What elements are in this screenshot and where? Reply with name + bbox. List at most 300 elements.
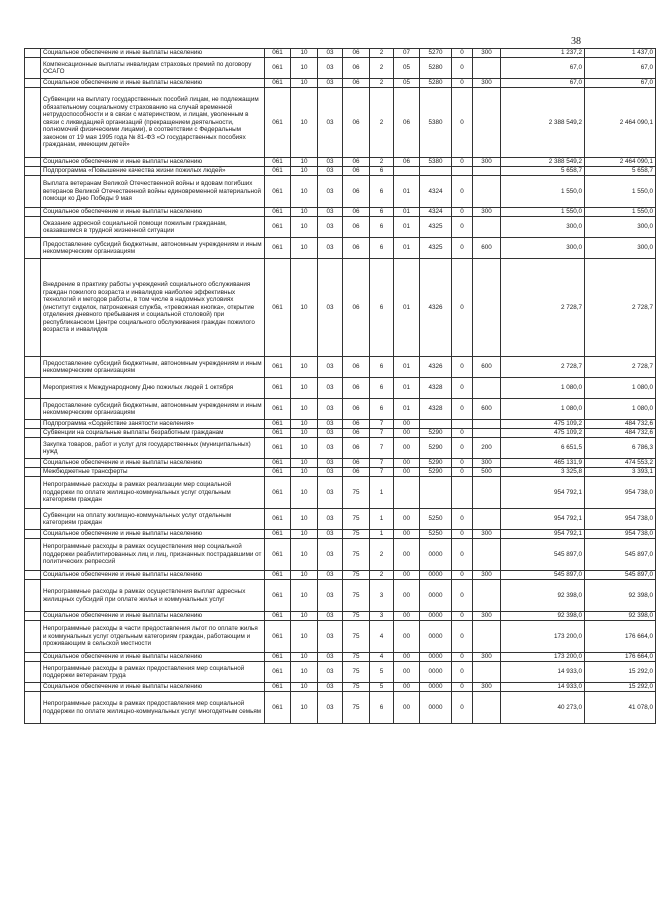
amount-year-1: 954 792,1 — [501, 477, 585, 509]
row-marker-cell — [25, 580, 41, 612]
code-cell: 4326 — [420, 259, 452, 357]
table-row — [25, 653, 656, 662]
row-name: Оказание адресной социальной помощи пожилым гражданам, оказавшимся в трудной жизненной ситуации — [41, 217, 265, 238]
table-row — [25, 58, 656, 79]
amount-year-1: 40 273,0 — [501, 692, 585, 724]
code-cell: 4325 — [420, 238, 452, 259]
code-cell: 03 — [318, 58, 343, 79]
code-cell — [473, 58, 501, 79]
amount-year-2: 484 732,6 — [585, 429, 656, 438]
code-cell — [473, 420, 501, 429]
code-cell: 00 — [394, 438, 420, 459]
code-cell: 01 — [394, 217, 420, 238]
code-cell: 00 — [394, 571, 420, 580]
amount-year-2: 6 786,3 — [585, 438, 656, 459]
code-cell: 7 — [370, 438, 394, 459]
row-marker-cell — [25, 692, 41, 724]
code-cell: 03 — [318, 580, 343, 612]
code-cell: 03 — [318, 612, 343, 621]
code-cell: 0 — [452, 176, 473, 208]
code-cell: 2 — [370, 539, 394, 571]
table-row — [25, 509, 656, 530]
amount-year-2: 67,0 — [585, 79, 656, 88]
code-cell: 600 — [473, 238, 501, 259]
code-cell: 01 — [394, 208, 420, 217]
row-name: Непрограммные расходы в рамках реализации мер социальной поддержки по оплате жилищно-коммунальных услуг отдельным категориям граждан — [41, 477, 265, 509]
amount-year-1: 475 109,2 — [501, 420, 585, 429]
table-row — [25, 238, 656, 259]
code-cell: 10 — [291, 176, 318, 208]
code-cell: 6 — [370, 357, 394, 378]
code-cell: 061 — [265, 621, 291, 653]
row-marker-cell — [25, 571, 41, 580]
table-row — [25, 259, 656, 357]
code-cell: 200 — [473, 438, 501, 459]
table-row — [25, 612, 656, 621]
row-name: Социальное обеспечение и иные выплаты населению — [41, 530, 265, 539]
code-cell: 10 — [291, 621, 318, 653]
code-cell: 061 — [265, 238, 291, 259]
amount-year-1: 1 550,0 — [501, 176, 585, 208]
code-cell: 01 — [394, 259, 420, 357]
code-cell: 75 — [343, 530, 370, 539]
table-row — [25, 88, 656, 158]
code-cell: 6 — [370, 399, 394, 420]
row-marker-cell — [25, 176, 41, 208]
code-cell: 300 — [473, 571, 501, 580]
code-cell: 00 — [394, 653, 420, 662]
table-row — [25, 459, 656, 468]
code-cell: 6 — [370, 238, 394, 259]
amount-year-1: 300,0 — [501, 238, 585, 259]
code-cell: 10 — [291, 571, 318, 580]
code-cell: 061 — [265, 530, 291, 539]
code-cell: 5380 — [420, 88, 452, 158]
code-cell: 06 — [343, 420, 370, 429]
code-cell: 00 — [394, 662, 420, 683]
code-cell: 0 — [452, 530, 473, 539]
table-row — [25, 530, 656, 539]
code-cell: 300 — [473, 49, 501, 58]
code-cell: 7 — [370, 468, 394, 477]
code-cell: 5 — [370, 683, 394, 692]
code-cell: 0 — [452, 88, 473, 158]
row-marker-cell — [25, 530, 41, 539]
code-cell: 06 — [343, 468, 370, 477]
code-cell — [473, 429, 501, 438]
code-cell: 061 — [265, 357, 291, 378]
amount-year-1: 67,0 — [501, 58, 585, 79]
row-name: Социальное обеспечение и иные выплаты населению — [41, 459, 265, 468]
code-cell: 0 — [452, 621, 473, 653]
code-cell: 03 — [318, 459, 343, 468]
code-cell: 06 — [343, 167, 370, 176]
amount-year-1: 5 658,7 — [501, 167, 585, 176]
code-cell: 1 — [370, 509, 394, 530]
amount-year-1: 3 325,8 — [501, 468, 585, 477]
code-cell: 600 — [473, 357, 501, 378]
code-cell: 061 — [265, 158, 291, 167]
row-marker-cell — [25, 468, 41, 477]
code-cell: 10 — [291, 158, 318, 167]
code-cell: 061 — [265, 509, 291, 530]
code-cell: 061 — [265, 612, 291, 621]
code-cell: 10 — [291, 217, 318, 238]
code-cell: 0 — [452, 612, 473, 621]
code-cell: 4324 — [420, 208, 452, 217]
amount-year-2: 954 738,0 — [585, 477, 656, 509]
code-cell: 05 — [394, 79, 420, 88]
row-name: Предоставление субсидий бюджетным, автономным учреждениям и иным некоммерческим организациям — [41, 238, 265, 259]
code-cell: 0 — [452, 49, 473, 58]
code-cell: 75 — [343, 683, 370, 692]
code-cell: 10 — [291, 459, 318, 468]
code-cell — [420, 420, 452, 429]
code-cell — [473, 176, 501, 208]
row-marker-cell — [25, 158, 41, 167]
code-cell: 75 — [343, 621, 370, 653]
amount-year-2: 41 078,0 — [585, 692, 656, 724]
row-marker-cell — [25, 259, 41, 357]
code-cell: 0000 — [420, 692, 452, 724]
row-name: Закупка товаров, работ и услуг для государственных (муниципальных) нужд — [41, 438, 265, 459]
code-cell: 10 — [291, 49, 318, 58]
row-name: Социальное обеспечение и иные выплаты населению — [41, 158, 265, 167]
row-marker-cell — [25, 539, 41, 571]
code-cell: 061 — [265, 88, 291, 158]
amount-year-1: 475 109,2 — [501, 429, 585, 438]
code-cell: 06 — [343, 459, 370, 468]
budget-table — [24, 48, 656, 724]
row-name: Внедрение в практику работы учреждений социального обслуживания граждан пожилого возраста и инвалидов наиболее эффективных технологий и методов работы, в том числе в надомных условиях (институт сиделок, патронажная служба, «тревожная кнопка», открытие отделения дневного пребывания и социальной столовой) при республиканском Центре социального обслуживания граждан пожилого возраста и инвалидов — [41, 259, 265, 357]
code-cell: 03 — [318, 539, 343, 571]
code-cell — [473, 88, 501, 158]
row-marker-cell — [25, 238, 41, 259]
amount-year-1: 6 651,5 — [501, 438, 585, 459]
code-cell: 0 — [452, 438, 473, 459]
code-cell: 06 — [343, 49, 370, 58]
code-cell: 75 — [343, 612, 370, 621]
code-cell: 4 — [370, 621, 394, 653]
code-cell — [394, 477, 420, 509]
code-cell: 10 — [291, 438, 318, 459]
code-cell: 10 — [291, 238, 318, 259]
code-cell — [473, 580, 501, 612]
row-name: Социальное обеспечение и иные выплаты населению — [41, 79, 265, 88]
code-cell: 0 — [452, 653, 473, 662]
amount-year-2: 67,0 — [585, 58, 656, 79]
amount-year-1: 2 728,7 — [501, 357, 585, 378]
code-cell: 0 — [452, 571, 473, 580]
code-cell: 0 — [452, 378, 473, 399]
code-cell: 03 — [318, 530, 343, 539]
amount-year-1: 67,0 — [501, 79, 585, 88]
code-cell: 10 — [291, 539, 318, 571]
code-cell: 10 — [291, 420, 318, 429]
amount-year-2: 176 664,0 — [585, 621, 656, 653]
code-cell: 061 — [265, 662, 291, 683]
amount-year-1: 545 897,0 — [501, 539, 585, 571]
row-marker-cell — [25, 438, 41, 459]
row-marker-cell — [25, 683, 41, 692]
code-cell: 0000 — [420, 612, 452, 621]
code-cell: 0 — [452, 692, 473, 724]
code-cell: 00 — [394, 612, 420, 621]
code-cell — [473, 662, 501, 683]
code-cell: 0000 — [420, 539, 452, 571]
code-cell: 03 — [318, 259, 343, 357]
code-cell — [473, 509, 501, 530]
row-name: Непрограммные расходы в рамках осуществления мер социальной поддержки реабилитированных лиц и лиц, признанных пострадавшими от политических репрессий — [41, 539, 265, 571]
code-cell: 061 — [265, 399, 291, 420]
code-cell: 0 — [452, 662, 473, 683]
code-cell: 0 — [452, 58, 473, 79]
row-marker-cell — [25, 88, 41, 158]
code-cell: 03 — [318, 662, 343, 683]
row-marker-cell — [25, 653, 41, 662]
code-cell: 0000 — [420, 621, 452, 653]
code-cell: 300 — [473, 158, 501, 167]
code-cell: 03 — [318, 399, 343, 420]
code-cell: 061 — [265, 217, 291, 238]
amount-year-1: 300,0 — [501, 217, 585, 238]
code-cell: 0 — [452, 238, 473, 259]
row-name: Непрограммные расходы в рамках предоставления мер социальной поддержки по оплате жилищно-коммунальных услуг многодетным семьям — [41, 692, 265, 724]
code-cell: 5290 — [420, 429, 452, 438]
code-cell: 10 — [291, 477, 318, 509]
code-cell: 06 — [343, 88, 370, 158]
code-cell: 7 — [370, 429, 394, 438]
code-cell: 03 — [318, 167, 343, 176]
row-name: Субвенции на выплату государственных пособий лицам, не подлежащим обязательному социальному страхованию на случай временной нетрудоспособности и в связи с материнством, и лицам, уволенным в связи с ликвидацией организаций (прекращением деятельности, полномочий физическими лицами), в соответствии с Федеральным законом от 19 мая 1995 года № 81-ФЗ «О государственных пособиях гражданам, имеющим детей» — [41, 88, 265, 158]
code-cell: 5250 — [420, 530, 452, 539]
amount-year-2: 954 738,0 — [585, 530, 656, 539]
amount-year-2: 2 464 090,1 — [585, 88, 656, 158]
amount-year-2: 2 728,7 — [585, 259, 656, 357]
table-row — [25, 357, 656, 378]
code-cell: 03 — [318, 571, 343, 580]
row-marker-cell — [25, 357, 41, 378]
code-cell: 061 — [265, 378, 291, 399]
code-cell: 00 — [394, 530, 420, 539]
amount-year-2: 954 738,0 — [585, 509, 656, 530]
table-row — [25, 217, 656, 238]
code-cell: 10 — [291, 357, 318, 378]
amount-year-2: 484 732,6 — [585, 420, 656, 429]
code-cell — [473, 539, 501, 571]
amount-year-2: 545 897,0 — [585, 539, 656, 571]
row-marker-cell — [25, 49, 41, 58]
code-cell: 03 — [318, 79, 343, 88]
code-cell: 03 — [318, 238, 343, 259]
amount-year-1: 1 237,2 — [501, 49, 585, 58]
code-cell: 03 — [318, 158, 343, 167]
code-cell: 6 — [370, 259, 394, 357]
table-row — [25, 176, 656, 208]
code-cell — [452, 477, 473, 509]
amount-year-2: 1 550,0 — [585, 176, 656, 208]
code-cell: 75 — [343, 662, 370, 683]
code-cell: 500 — [473, 468, 501, 477]
amount-year-2: 3 393,1 — [585, 468, 656, 477]
code-cell: 10 — [291, 79, 318, 88]
code-cell: 4325 — [420, 217, 452, 238]
code-cell — [473, 217, 501, 238]
row-name: Межбюджетные трансферты — [41, 468, 265, 477]
code-cell: 061 — [265, 259, 291, 357]
code-cell: 06 — [343, 158, 370, 167]
code-cell: 300 — [473, 208, 501, 217]
code-cell: 0 — [452, 509, 473, 530]
code-cell: 2 — [370, 79, 394, 88]
code-cell: 10 — [291, 509, 318, 530]
code-cell: 01 — [394, 238, 420, 259]
code-cell: 0000 — [420, 653, 452, 662]
code-cell: 300 — [473, 459, 501, 468]
code-cell: 0000 — [420, 571, 452, 580]
code-cell: 0 — [452, 79, 473, 88]
code-cell — [473, 692, 501, 724]
code-cell: 10 — [291, 468, 318, 477]
code-cell: 03 — [318, 420, 343, 429]
table-row — [25, 571, 656, 580]
code-cell: 300 — [473, 530, 501, 539]
code-cell: 5280 — [420, 79, 452, 88]
amount-year-2: 300,0 — [585, 217, 656, 238]
row-name: Непрограммные расходы в рамках предоставления мер социальной поддержки ветеранам труда — [41, 662, 265, 683]
amount-year-2: 1 080,0 — [585, 399, 656, 420]
code-cell — [452, 167, 473, 176]
code-cell: 75 — [343, 509, 370, 530]
amount-year-1: 1 080,0 — [501, 399, 585, 420]
code-cell — [473, 477, 501, 509]
code-cell: 300 — [473, 612, 501, 621]
code-cell: 1 — [370, 477, 394, 509]
row-name: Социальное обеспечение и иные выплаты населению — [41, 683, 265, 692]
code-cell: 01 — [394, 357, 420, 378]
code-cell: 5290 — [420, 438, 452, 459]
table-row — [25, 420, 656, 429]
amount-year-1: 1 080,0 — [501, 378, 585, 399]
table-row — [25, 429, 656, 438]
code-cell: 10 — [291, 530, 318, 539]
code-cell: 00 — [394, 420, 420, 429]
code-cell: 4328 — [420, 399, 452, 420]
row-marker-cell — [25, 420, 41, 429]
amount-year-1: 2 728,7 — [501, 259, 585, 357]
code-cell — [473, 378, 501, 399]
code-cell: 75 — [343, 477, 370, 509]
row-name: Предоставление субсидий бюджетным, автономным учреждениям и иным некоммерческим организациям — [41, 357, 265, 378]
code-cell: 03 — [318, 357, 343, 378]
code-cell: 2 — [370, 58, 394, 79]
code-cell: 75 — [343, 539, 370, 571]
code-cell: 061 — [265, 176, 291, 208]
code-cell: 6 — [370, 692, 394, 724]
row-marker-cell — [25, 621, 41, 653]
row-name: Социальное обеспечение и иные выплаты населению — [41, 653, 265, 662]
table-row — [25, 692, 656, 724]
row-marker-cell — [25, 509, 41, 530]
table-row — [25, 539, 656, 571]
code-cell: 0 — [452, 459, 473, 468]
table-row — [25, 477, 656, 509]
code-cell: 00 — [394, 539, 420, 571]
table-row — [25, 378, 656, 399]
code-cell: 03 — [318, 49, 343, 58]
code-cell: 03 — [318, 88, 343, 158]
row-name: Субвенции на оплату жилищно-коммунальных услуг отдельным категориям граждан — [41, 509, 265, 530]
table-row — [25, 438, 656, 459]
amount-year-2: 176 664,0 — [585, 653, 656, 662]
row-marker-cell — [25, 79, 41, 88]
code-cell: 300 — [473, 683, 501, 692]
code-cell: 061 — [265, 692, 291, 724]
row-marker-cell — [25, 58, 41, 79]
code-cell: 10 — [291, 58, 318, 79]
code-cell: 0 — [452, 683, 473, 692]
code-cell: 0 — [452, 208, 473, 217]
code-cell: 6 — [370, 176, 394, 208]
code-cell: 03 — [318, 692, 343, 724]
code-cell: 00 — [394, 509, 420, 530]
code-cell: 03 — [318, 477, 343, 509]
code-cell: 300 — [473, 653, 501, 662]
code-cell: 03 — [318, 468, 343, 477]
row-name: Социальное обеспечение и иные выплаты населению — [41, 612, 265, 621]
row-marker-cell — [25, 477, 41, 509]
code-cell: 0 — [452, 399, 473, 420]
code-cell: 0 — [452, 539, 473, 571]
code-cell: 00 — [394, 683, 420, 692]
code-cell: 7 — [370, 420, 394, 429]
code-cell: 06 — [343, 208, 370, 217]
row-marker-cell — [25, 429, 41, 438]
code-cell: 03 — [318, 683, 343, 692]
table-row — [25, 621, 656, 653]
code-cell: 01 — [394, 378, 420, 399]
code-cell: 10 — [291, 259, 318, 357]
code-cell: 75 — [343, 580, 370, 612]
code-cell: 0 — [452, 259, 473, 357]
code-cell: 2 — [370, 49, 394, 58]
code-cell: 10 — [291, 167, 318, 176]
code-cell: 4328 — [420, 378, 452, 399]
amount-year-1: 173 200,0 — [501, 653, 585, 662]
code-cell: 0 — [452, 217, 473, 238]
amount-year-2: 2 728,7 — [585, 357, 656, 378]
code-cell: 061 — [265, 420, 291, 429]
amount-year-1: 465 131,9 — [501, 459, 585, 468]
code-cell: 75 — [343, 653, 370, 662]
amount-year-1: 2 388 549,2 — [501, 88, 585, 158]
code-cell: 061 — [265, 683, 291, 692]
row-name: Субвенции на социальные выплаты безработным гражданам — [41, 429, 265, 438]
table-row — [25, 683, 656, 692]
table-row — [25, 399, 656, 420]
code-cell: 0 — [452, 468, 473, 477]
amount-year-2: 300,0 — [585, 238, 656, 259]
amount-year-1: 173 200,0 — [501, 621, 585, 653]
code-cell: 06 — [343, 399, 370, 420]
row-name: Выплата ветеранам Великой Отечественной войны и вдовам погибших ветеранов Великой Отечественной войны единовременной материальной помощи ко Дню Победы 9 мая — [41, 176, 265, 208]
code-cell: 03 — [318, 217, 343, 238]
row-marker-cell — [25, 612, 41, 621]
code-cell: 10 — [291, 662, 318, 683]
amount-year-2: 545 897,0 — [585, 571, 656, 580]
code-cell: 061 — [265, 539, 291, 571]
code-cell: 061 — [265, 49, 291, 58]
